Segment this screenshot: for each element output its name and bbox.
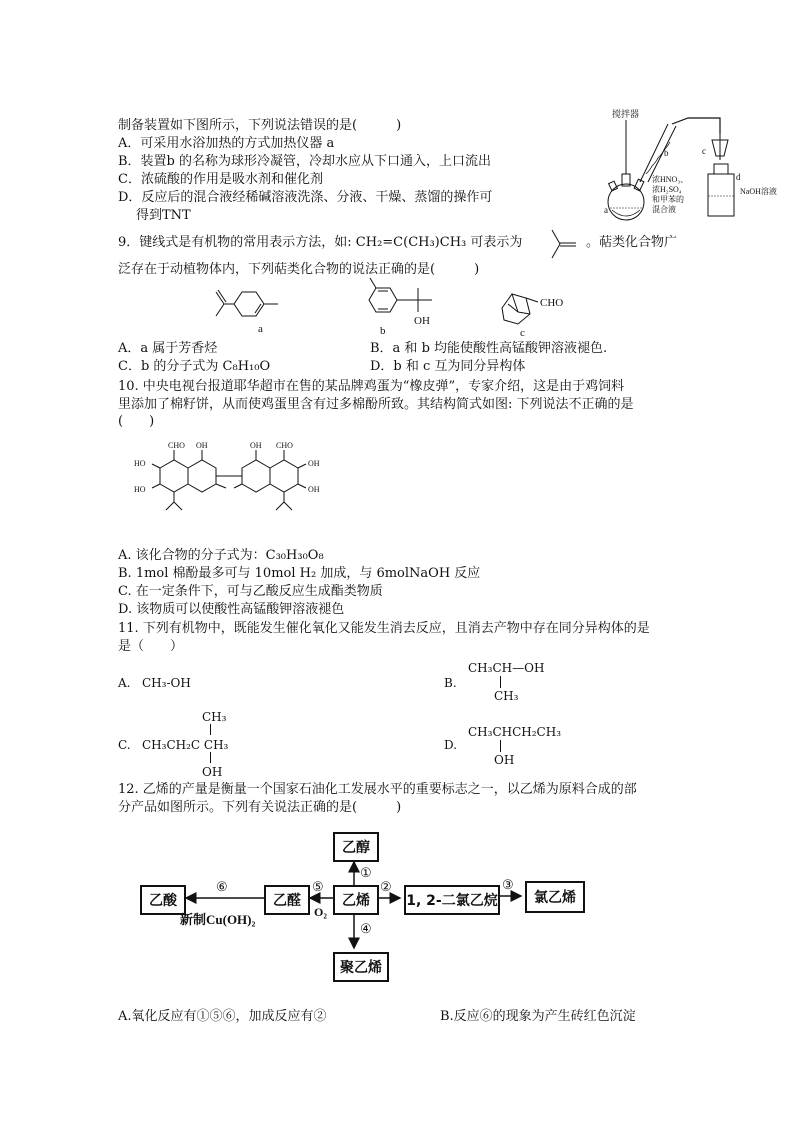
node-acetic-acid: 乙酸 xyxy=(140,885,186,915)
q8-option-d-cont: 得到TNT xyxy=(136,208,191,223)
gossypol-cho-right: CHO xyxy=(276,441,293,450)
structure-b-oh: OH xyxy=(414,315,430,327)
step-4-label: ④ xyxy=(360,921,372,936)
q11-option-d-sub: OH xyxy=(494,753,515,767)
q10-option-a: A. 该化合物的分子式为：C₃₀H₃₀O₈ xyxy=(118,548,324,563)
q11-option-c-main: CH₃CH₂C CH₃ xyxy=(142,738,229,752)
q11-option-b-sub: CH₃ xyxy=(494,689,519,703)
node-vinyl-chloride: 氯乙烯 xyxy=(525,881,585,913)
q9-stem-line1: 9．键线式是有机物的常用表示方法，如: CH₂=C(CH₃)CH₃ 可表示为 xyxy=(118,235,523,250)
q11-stem-line1: 11. 下列有机物中，既能发生催化氧化又能发生消去反应，且消去产物中存在同分异构体的是 xyxy=(118,621,650,636)
step-6-label: ⑥ xyxy=(216,879,228,894)
q11-option-a: CH₃-OH xyxy=(142,676,191,690)
naoh-solution-label: NaOH溶液 xyxy=(740,187,777,196)
q8-stem: 制备装置如下图所示，下列说法错误的是( ) xyxy=(118,118,402,133)
gossypol-oh-right-2: OH xyxy=(308,485,320,494)
structure-c-label: c xyxy=(520,327,525,339)
q10-option-b: B. 1mol 棉酚最多可与 10mol H₂ 加成，与 6molNaOH 反应 xyxy=(118,566,481,581)
gossypol-oh-right-top: OH xyxy=(250,441,262,450)
reagent-label-1: 浓HNO₃、 xyxy=(652,175,689,184)
node-ethanol: 乙醇 xyxy=(333,832,379,862)
q11-stem-line2: 是（ ） xyxy=(118,639,184,654)
q10-stem-line3: ( ) xyxy=(118,414,155,429)
q8-option-a: A．可采用水浴加热的方式加热仪器 a xyxy=(118,136,335,151)
step-1-label: ① xyxy=(360,865,372,880)
q11-option-d-label: D. xyxy=(444,738,458,752)
node-acetaldehyde: 乙醛 xyxy=(264,885,310,915)
gossypol-cho-left: CHO xyxy=(168,441,185,450)
stirrer-label: 搅拌器 xyxy=(612,110,640,120)
q10-stem-line1: 10. 中央电视台报道耶华超市在售的某品牌鸡蛋为“橡皮弹”，专家介绍，这是由于鸡饲料 xyxy=(118,379,625,394)
q11-option-c-sub: OH xyxy=(202,765,223,779)
q9-stem-line1-tail: 。萜类化合物广 xyxy=(586,235,678,250)
gossypol-ho-left-1: HO xyxy=(134,459,146,468)
bottle-d-label: d xyxy=(736,172,741,182)
structure-a-label: a xyxy=(258,323,263,335)
q9-option-c: C．b 的分子式为 C₈H₁₀O xyxy=(118,359,271,374)
cuoh2-reagent-label: 新制Cu(OH)₂ xyxy=(180,912,256,927)
q10-option-d: D. 该物质可以使酸性高锰酸钾溶液褪色 xyxy=(118,602,345,617)
q12-stem-line2: 分产品如图所示。下列有关说法正确的是( ) xyxy=(118,800,402,815)
q9-option-d: D．b 和 c 互为同分异构体 xyxy=(370,359,526,374)
q10-option-c: C. 在一定条件下，可与乙酸反应生成酯类物质 xyxy=(118,584,383,599)
q12-option-a: A.氧化反应有①⑤⑥，加成反应有② xyxy=(118,1009,327,1024)
q9-option-a: A．a 属于芳香烃 xyxy=(118,341,218,356)
q11-option-b-main: CH₃CH—OH xyxy=(468,661,545,675)
funnel-c-label: c xyxy=(702,146,706,156)
reagent-label-3: 和甲苯的 xyxy=(652,195,684,204)
node-polyethylene: 聚乙烯 xyxy=(333,952,389,982)
q8-option-d: D．反应后的混合液经稀碱溶液洗涤、分液、干燥、蒸馏的操作可 xyxy=(118,190,493,205)
gossypol-oh-left-top: OH xyxy=(196,441,208,450)
node-dichloroethane: 1, 2-二氯乙烷 xyxy=(404,885,500,915)
structure-b-label: b xyxy=(380,325,386,337)
condenser-b-label: b xyxy=(664,148,669,158)
q10-stem-line2: 里添加了棉籽饼，从而使鸡蛋里含有过多棉酚所致。其结构简式如图: 下列说法不正确的是 xyxy=(118,397,634,412)
reagent-label-4: 混合液 xyxy=(652,205,676,214)
q11-option-c-top: CH₃ xyxy=(202,710,227,724)
q11-option-c-label: C. xyxy=(118,738,131,752)
q11-option-b-label: B. xyxy=(444,676,457,690)
oxygen-reagent-label: O₂ xyxy=(314,905,327,919)
q8-option-b: B．装置b 的名称为球形冷凝管，冷却水应从下口通入，上口流出 xyxy=(118,154,492,169)
q9-stem-line2: 泛存在于动植物体内，下列萜类化合物的说法正确的是( ) xyxy=(118,262,480,277)
structure-c-cho: CHO xyxy=(540,297,564,309)
q11-option-d-main: CH₃CHCH₂CH₃ xyxy=(468,725,562,739)
q12-stem-line1: 12. 乙烯的产量是衡量一个国家石油化工发展水平的重要标志之一，以乙烯为原料合成的部 xyxy=(118,782,637,797)
step-5-label: ⑤ xyxy=(312,879,324,894)
flask-a-label: a xyxy=(604,205,608,215)
step-3-label: ③ xyxy=(502,877,514,892)
gossypol-oh-right-1: OH xyxy=(308,459,320,468)
q9-option-b: B．a 和 b 均能使酸性高锰酸钾溶液褪色. xyxy=(370,341,608,356)
q8-option-c: C．浓硫酸的作用是吸水剂和催化剂 xyxy=(118,172,323,187)
gossypol-ho-left-2: HO xyxy=(134,485,146,494)
node-ethylene: 乙烯 xyxy=(333,885,379,915)
reagent-label-2: 浓H₂SO₄ xyxy=(652,185,682,194)
q11-option-a-label: A. xyxy=(118,676,131,690)
q12-option-b: B.反应⑥的现象为产生砖红色沉淀 xyxy=(440,1009,636,1024)
step-2-label: ② xyxy=(380,879,392,894)
